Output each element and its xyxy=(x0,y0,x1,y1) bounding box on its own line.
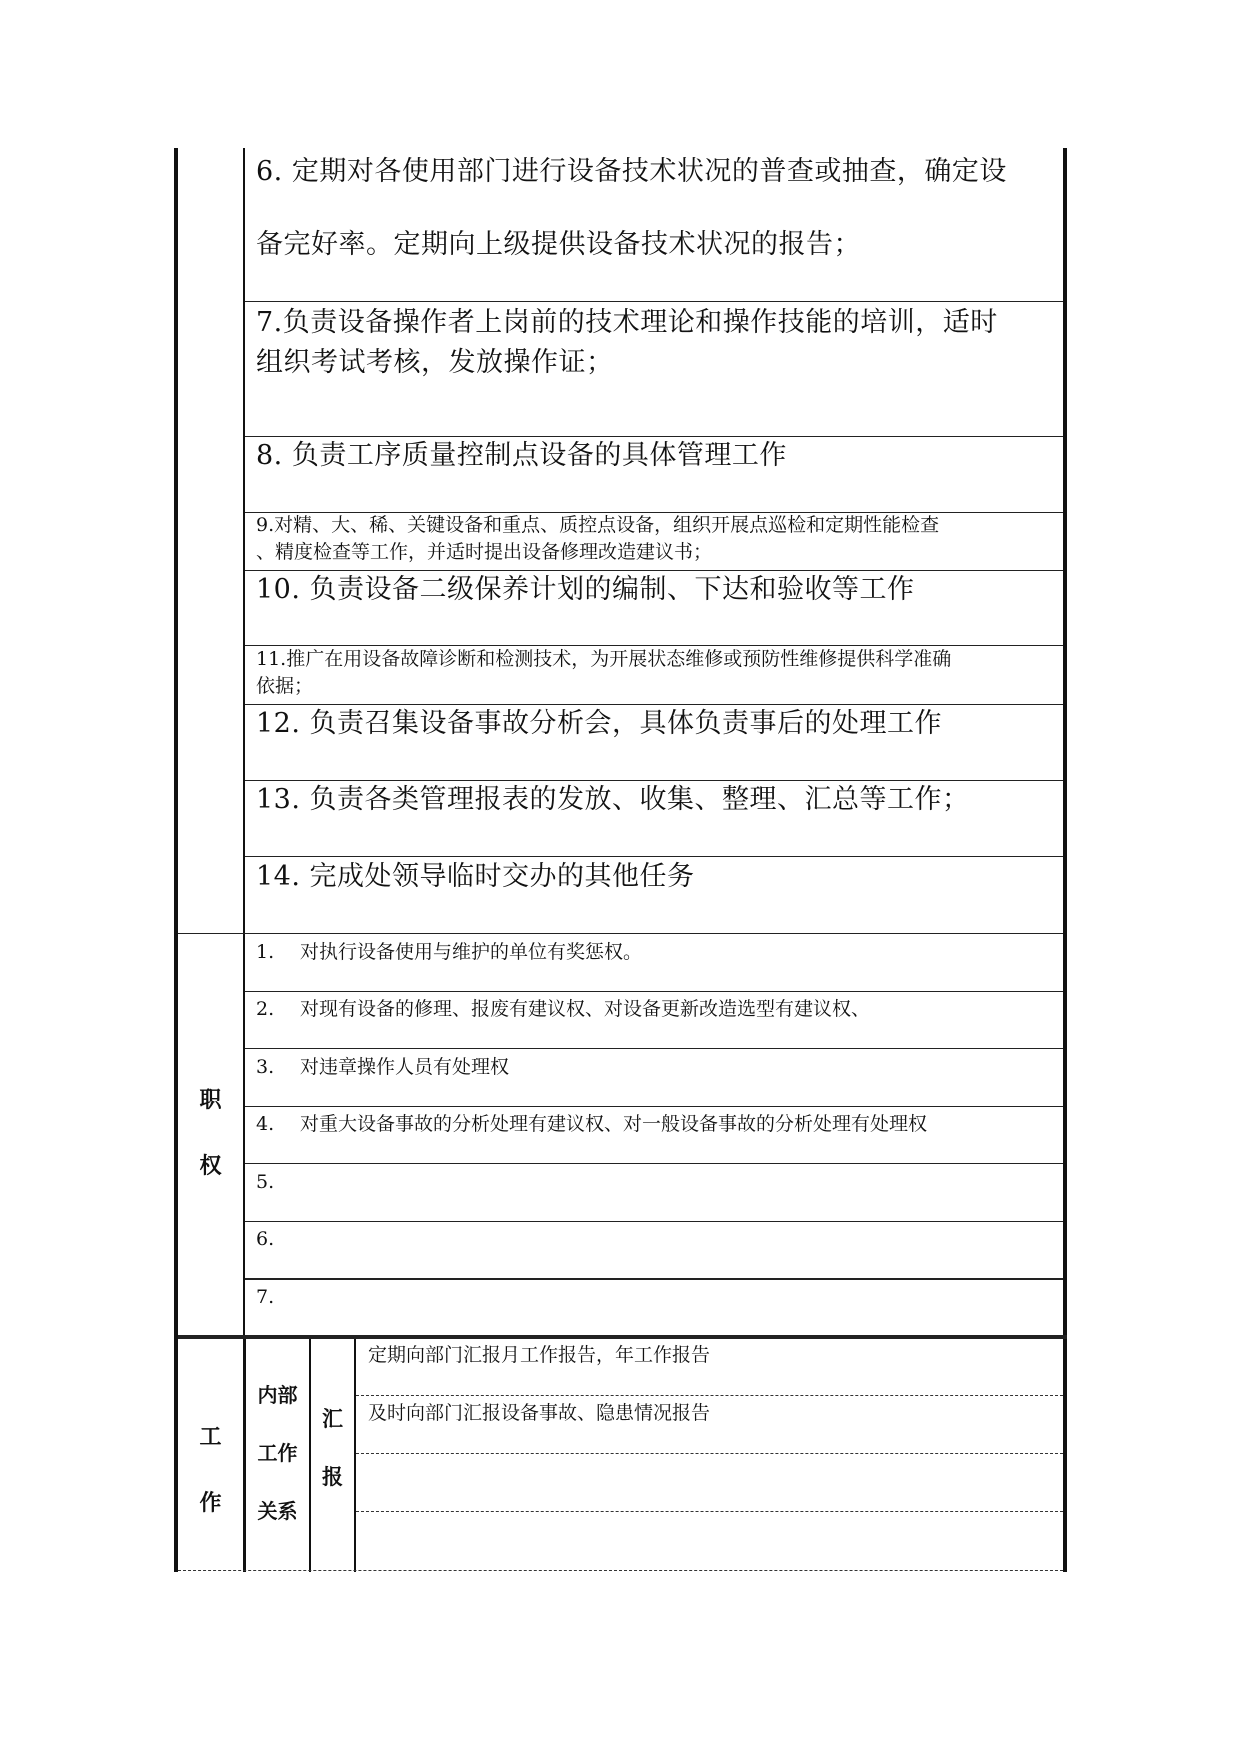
table-right-border xyxy=(1063,148,1067,1572)
duty-item: 7.负责设备操作者上岗前的技术理论和操作技能的培训，适时 组织考试考核，发放操作证； xyxy=(256,307,998,378)
dashed-divider xyxy=(178,1570,1063,1571)
row-divider xyxy=(245,991,1063,992)
duty-item: 14. 完成处领导临时交办的其他任务 xyxy=(256,861,695,892)
authority-item: 6. xyxy=(256,1228,275,1250)
duty-item: 13. 负责各类管理报表的发放、收集、整理、汇总等工作； xyxy=(256,784,970,815)
dashed-divider xyxy=(356,1395,1063,1396)
authority-item: 2. 对现有设备的修理、报废有建议权、对设备更新改造选型有建议权、 xyxy=(256,998,871,1020)
report-item: 定期向部门汇报月工作报告，年工作报告 xyxy=(368,1344,711,1366)
duty-item: 9.对精、大、稀、关键设备和重点、质控点设备，组织开展点巡检和定期性能检查 、精度检查等工作，并适时提出设备修理改造建议书； xyxy=(256,514,940,563)
duty-item: 11.推广在用设备故障诊断和检测技术，为开展状态维修或预防性维修提供科学准确 依据； xyxy=(256,648,952,697)
report-item: 及时向部门汇报设备事故、隐患情况报告 xyxy=(368,1402,711,1424)
authority-item: 5. xyxy=(256,1171,275,1193)
duty-item: 12. 负责召集设备事故分析会，具体负责事后的处理工作 xyxy=(256,708,943,739)
authority-item: 7. xyxy=(256,1286,275,1308)
authority-item: 4. 对重大设备事故的分析处理有建议权、对一般设备事故的分析处理有处理权 xyxy=(256,1113,928,1135)
authority-item: 3. 对违章操作人员有处理权 xyxy=(256,1056,510,1078)
authority-item: 1. 对执行设备使用与维护的单位有奖惩权。 xyxy=(256,941,643,963)
section-divider xyxy=(178,1335,1067,1339)
duty-item: 6. 定期对各使用部门进行设备技术状况的普查或抽查，确定设 备完好率。定期向上级提供设备技术状况的报告； xyxy=(256,156,1007,260)
dashed-divider xyxy=(356,1453,1063,1454)
table-left-border xyxy=(174,148,178,1572)
internal-relations-label: 内部 工作 关系 xyxy=(257,1383,298,1523)
report-column-border xyxy=(354,1339,356,1572)
row-divider xyxy=(245,1106,1063,1107)
duty-item: 8. 负责工序质量控制点设备的具体管理工作 xyxy=(256,440,787,471)
row-divider xyxy=(245,1163,1063,1164)
duty-item: 10. 负责设备二级保养计划的编制、下达和验收等工作 xyxy=(256,574,915,605)
row-divider xyxy=(245,301,1063,302)
row-divider xyxy=(245,1048,1063,1049)
row-divider xyxy=(245,1221,1063,1222)
section-divider xyxy=(178,933,1063,934)
authority-label: 职 权 xyxy=(199,1088,222,1179)
report-label: 汇 报 xyxy=(322,1407,343,1489)
work-label: 工 作 xyxy=(199,1425,222,1516)
row-divider xyxy=(245,1278,1063,1280)
dashed-divider xyxy=(356,1511,1063,1512)
